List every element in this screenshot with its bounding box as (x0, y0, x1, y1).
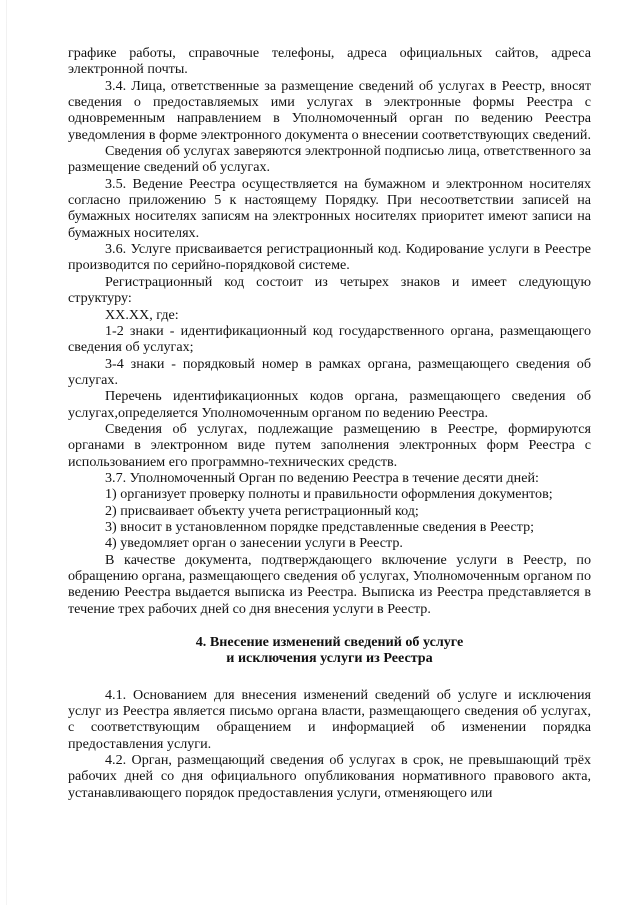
spacer (68, 617, 591, 634)
paragraph-3-5: 3.5. Ведение Реестра осуществляется на бумажном и электронном носителях согласно приложению 5 к настоящему Порядку. При несоответствии записей на бумажных носителях записям на электронных носителях приоритет имеют записи на бумажных носителях. (68, 175, 591, 241)
scan-edge-mark (6, 0, 7, 905)
paragraph-4-1: 4.1. Основанием для внесения изменений сведений об услуге и исключения услуг из Реестра является письмо органа власти, размещающего сведения об услугах, с соответствующим обращением и информацией об изменении порядка предоставления услуги. (68, 686, 591, 752)
list-item-1: 1) организует проверку полноты и правильности оформления документов; (105, 486, 553, 503)
section-heading-line-2: и исключения услуги из Реестра (226, 650, 433, 667)
paragraph-continuation: графике работы, справочные телефоны, адреса официальных сайтов, адреса электронной почты. (68, 45, 591, 78)
spacer (68, 667, 591, 687)
paragraph-4-2: 4.2. Орган, размещающий сведения об услугах в срок, не превышающий трёх рабочих дней со дня официального опубликования нормативного правового акта, устанавливающего порядок предоставления услуги, отменяющего или (68, 752, 591, 801)
section-heading-line-1: 4. Внесение изменений сведений об услуге (195, 634, 464, 651)
paragraph-code-format: XX.XX, где: (105, 306, 179, 323)
paragraph-registry-extract: В качестве документа, подтверждающего включение услуги в Реестр, по обращению органа, размещающего сведения об услугах, Уполномоченным органом по ведению Реестра выдается выписка из Реестра. Выписка из Реестра представляется в течение трех рабочих дней со дня внесения услуги в Реестр. (68, 551, 591, 617)
paragraph-code-digits-3-4: 3-4 знаки - порядковый номер в рамках органа, размещающего сведения об услугах. (68, 355, 591, 388)
paragraph-code-digits-1-2: 1-2 знаки - идентификационный код государственного органа, размещающего сведения об услугах; (68, 322, 591, 356)
list-item-3: 3) вносит в установленном порядке представленные сведения в Реестр; (105, 518, 535, 535)
list-item-2: 2) присваивает объекту учета регистрационный код; (105, 502, 419, 519)
paragraph-code-structure: Регистрационный код состоит из четырех знаков и имеет следующую структуру: (68, 273, 591, 307)
document-body (68, 45, 591, 801)
paragraph-3-4: 3.4. Лица, ответственные за размещение сведений об услугах в Реестр, вносят сведения о предоставляемых ими услугах в электронные формы Реестра с одновременным направлением в Уполномоченный орган по ведению Реестра уведомления в форме электронного документа о внесении соответствующих сведений. (68, 77, 591, 143)
paragraph-code-list: Перечень идентификационных кодов органа, размещающего сведения об услугах,определяется Уполномоченным органом по ведению Реестра. (68, 388, 591, 421)
list-item-4: 4) уведомляет орган о занесении услуги в Реестр. (105, 535, 403, 552)
paragraph-3-7: 3.7. Уполномоченный Орган по ведению Реестра в течение десяти дней: (105, 469, 539, 486)
paragraph-electronic-forms: Сведения об услугах, подлежащие размещению в Реестре, формируются органами в электронном виде путем заполнения электронных форм Реестра с использованием его программно-технических средств. (68, 420, 591, 470)
paragraph-signature-note: Сведения об услугах заверяются электронной подписью лица, ответственного за размещение сведений об услугах. (68, 143, 591, 176)
paragraph-3-6: 3.6. Услуге присваивается регистрационный код. Кодирование услуги в Реестре производится по серийно-порядковой системе. (68, 241, 591, 274)
